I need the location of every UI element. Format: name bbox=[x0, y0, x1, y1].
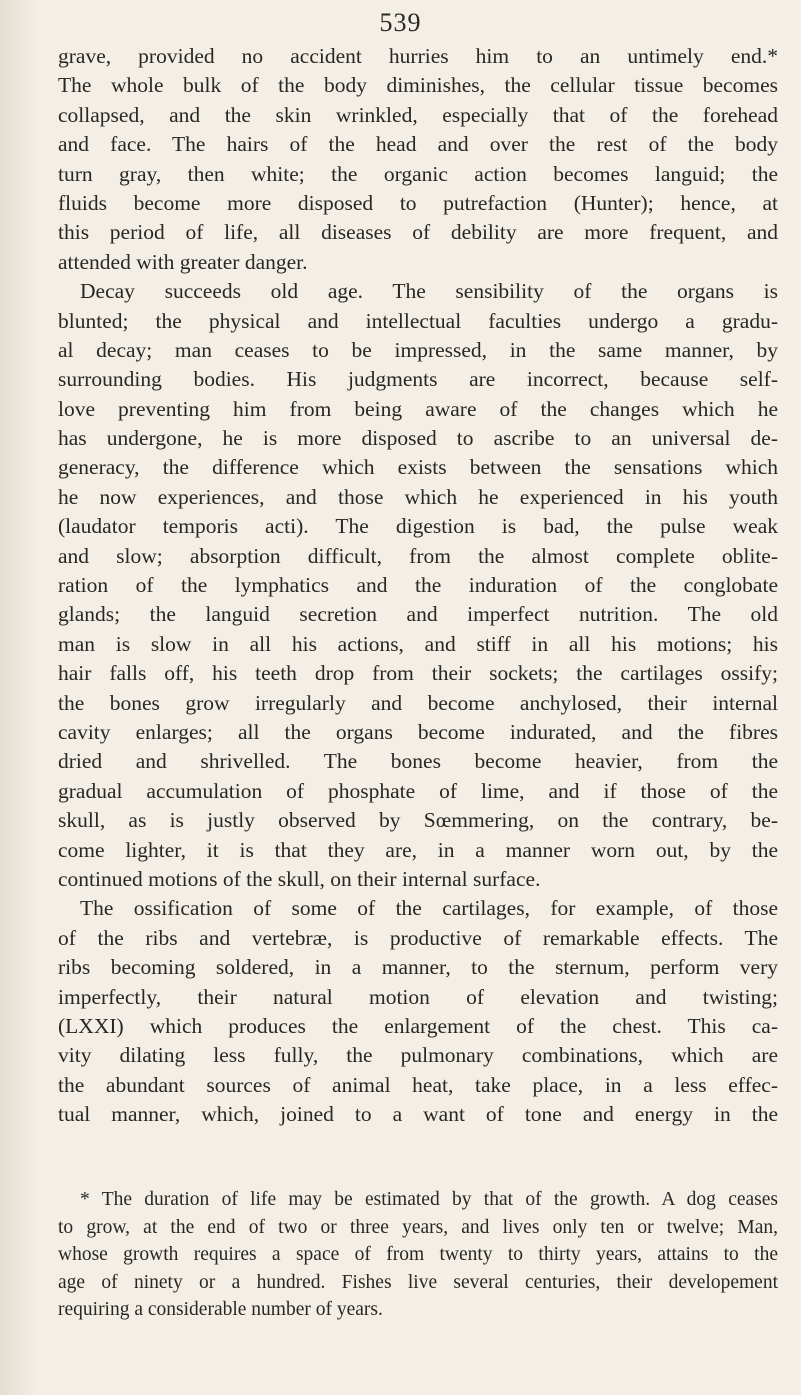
text-line: surrounding bodies. His judgments are incorrect, because self- bbox=[58, 367, 778, 392]
text-line: grave, provided no accident hurries him to an untimely end.* bbox=[58, 44, 778, 68]
footnote-line: age of ninety or a hundred. Fishes live several centuries, their developement bbox=[58, 1271, 778, 1293]
text-line: he now experiences, and those which he experienced in his youth bbox=[58, 484, 778, 509]
text-line: love preventing him from being aware of the changes which he bbox=[58, 396, 778, 421]
text-line: man is slow in all his actions, and stiff in all his motions; his bbox=[58, 631, 778, 656]
footnote-line: * The duration of life may be estimated by that of the growth. A dog ceases bbox=[80, 1189, 778, 1210]
text-line: blunted; the physical and intellectual faculties undergo a gradu- bbox=[58, 308, 778, 333]
footnote-line: to grow, at the end of two or three years, and lives only ten or twelve; Man, bbox=[58, 1216, 778, 1238]
text-line: imperfectly, their natural motion of elevation and twisting; bbox=[58, 984, 778, 1009]
text-line: fluids become more disposed to putrefaction (Hunter); hence, at bbox=[58, 190, 778, 215]
text-line: has undergone, he is more disposed to ascribe to an universal de- bbox=[58, 426, 778, 451]
footnote-line: whose growth requires a space of from twenty to thirty years, attains to the bbox=[58, 1244, 778, 1265]
page-number: 539 bbox=[379, 8, 422, 37]
text-line: turn gray, then white; the organic action becomes languid; the bbox=[58, 161, 778, 186]
text-line: collapsed, and the skin wrinkled, especially that of the forehead bbox=[58, 102, 778, 127]
text-line: and slow; absorption difficult, from the almost complete oblite- bbox=[58, 543, 778, 568]
text-line: ration of the lymphatics and the induration of the conglobate bbox=[58, 573, 778, 598]
text-line: come lighter, it is that they are, in a manner worn out, by the bbox=[58, 837, 778, 862]
text-line: and face. The hairs of the head and over the rest of the body bbox=[58, 132, 778, 157]
text-line: the bones grow irregularly and become anchylosed, their internal bbox=[58, 690, 778, 715]
text-line: attended with greater danger. bbox=[58, 249, 308, 274]
text-line: dried and shrivelled. The bones become heavier, from the bbox=[58, 749, 778, 774]
text-line: al decay; man ceases to be impressed, in the same manner, by bbox=[58, 337, 778, 362]
text-line: cavity enlarges; all the organs become indurated, and the fibres bbox=[58, 719, 778, 744]
text-line: gradual accumulation of phosphate of lime, and if those of the bbox=[58, 778, 778, 803]
text-line: tual manner, which, joined to a want of tone and energy in the bbox=[58, 1102, 778, 1127]
footnote-line: requiring a considerable number of years. bbox=[58, 1299, 383, 1320]
text-line: glands; the languid secretion and imperfect nutrition. The old bbox=[58, 602, 778, 627]
text-line: the abundant sources of animal heat, take place, in a less effec- bbox=[58, 1072, 778, 1097]
text-line: this period of life, all diseases of debility are more frequent, and bbox=[58, 220, 778, 245]
text-line: generacy, the difference which exists between the sensations which bbox=[58, 455, 778, 480]
text-line: The whole bulk of the body diminishes, the cellular tissue becomes bbox=[58, 73, 778, 98]
text-line: continued motions of the skull, on their internal surface. bbox=[58, 866, 541, 891]
text-line: The ossification of some of the cartilages, for example, of those bbox=[80, 896, 778, 921]
text-line: Decay succeeds old age. The sensibility of the organs is bbox=[80, 279, 778, 304]
body-text bbox=[58, 42, 778, 1129]
text-line: (laudator temporis acti). The digestion is bad, the pulse weak bbox=[58, 514, 778, 539]
text-line: vity dilating less fully, the pulmonary combinations, which are bbox=[58, 1043, 778, 1068]
text-line: of the ribs and vertebræ, is productive of remarkable effects. The bbox=[58, 925, 778, 950]
text-line: hair falls off, his teeth drop from their sockets; the cartilages ossify; bbox=[58, 661, 778, 686]
text-line: skull, as is justly observed by Sœmmering, on the contrary, be- bbox=[58, 808, 778, 833]
text-line: (LXXI) which produces the enlargement of the chest. This ca- bbox=[58, 1013, 778, 1038]
text-line: ribs becoming soldered, in a manner, to the sternum, perform very bbox=[58, 955, 778, 980]
footnote bbox=[58, 1186, 778, 1324]
